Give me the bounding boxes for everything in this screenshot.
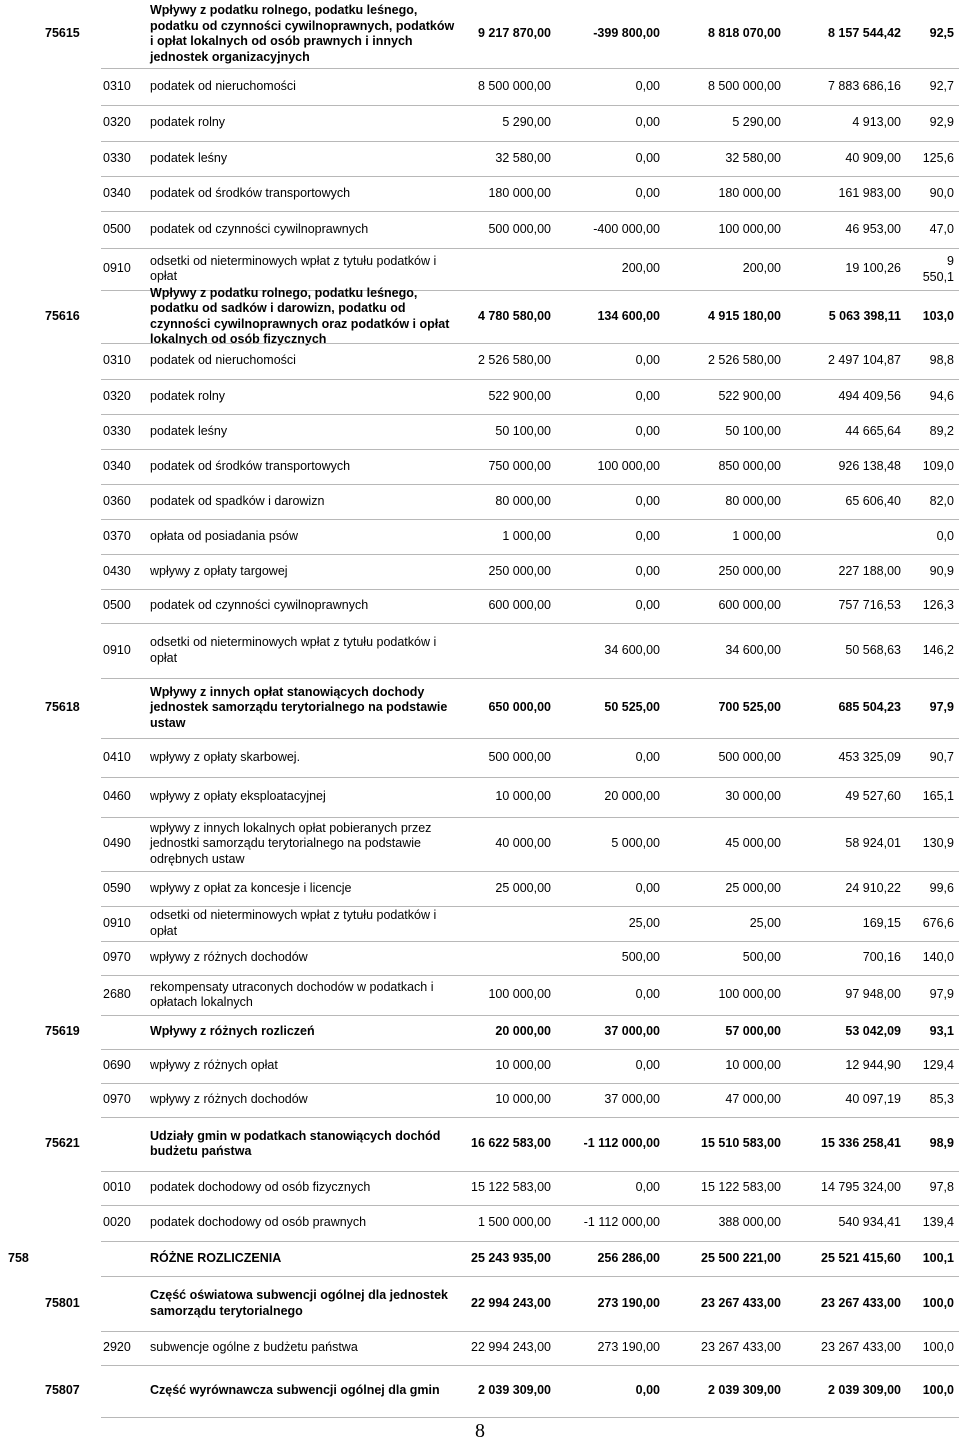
paragraph-code: 0500 — [103, 221, 131, 236]
row-description: podatek leśny — [150, 150, 228, 165]
paragraph-code: 0970 — [103, 1092, 131, 1106]
plan-after-change: 388 000,00 — [718, 1215, 781, 1229]
planned-value: 1 500 000,00 — [478, 1215, 551, 1229]
row-description: podatek rolny — [150, 115, 226, 130]
change-value: 0,00 — [635, 880, 660, 895]
paragraph-code: 0310 — [103, 78, 131, 93]
plan-after-change: 4 915 180,00 — [708, 308, 781, 323]
row-description: wpływy z innych lokalnych opłat pobieranych przez jednostki samorządu terytorialnego na podstawie odrębnych ustaw — [150, 820, 432, 866]
row-description: podatek leśny — [150, 423, 228, 438]
row-description: podatek dochodowy od osób prawnych — [150, 1215, 367, 1230]
plan-after-change: 8 818 070,00 — [708, 26, 781, 40]
change-value: 37 000,00 — [604, 1092, 660, 1106]
row-description: Część oświatowa subwencji ogólnej dla jednostek samorządu terytorialnego — [150, 1288, 448, 1318]
row-description: podatek od nieruchomości — [150, 353, 296, 368]
planned-value: 50 100,00 — [495, 423, 551, 438]
execution-percent: 100,0 — [922, 1295, 954, 1310]
execution-percent: 90,9 — [929, 563, 954, 578]
executed-value: 46 953,00 — [845, 221, 901, 236]
planned-value: 9 217 870,00 — [478, 26, 551, 40]
plan-after-change: 57 000,00 — [725, 1024, 781, 1038]
change-value: 200,00 — [621, 261, 660, 275]
plan-after-change: 100 000,00 — [718, 987, 781, 1001]
execution-percent: 89,2 — [929, 423, 954, 438]
executed-value: 540 934,41 — [838, 1215, 901, 1229]
change-value: 0,00 — [635, 493, 660, 508]
plan-after-change: 250 000,00 — [718, 563, 781, 578]
planned-value: 1 000,00 — [502, 528, 551, 543]
plan-after-change: 23 267 433,00 — [701, 1295, 781, 1310]
executed-value: 25 521 415,60 — [821, 1250, 901, 1265]
execution-percent: 99,6 — [929, 880, 954, 895]
planned-value: 16 622 583,00 — [471, 1136, 551, 1150]
executed-value: 700,16 — [862, 950, 901, 964]
row-description: wpływy z opłaty eksploatacyjnej — [150, 789, 326, 804]
executed-value: 14 795 324,00 — [821, 1180, 901, 1194]
plan-after-change: 700 525,00 — [718, 700, 781, 714]
executed-value: 8 157 544,42 — [828, 26, 901, 40]
executed-value: 926 138,48 — [838, 458, 901, 473]
row-description: podatek od spadków i darowizn — [150, 493, 325, 508]
chapter-code: 75618 — [45, 700, 80, 714]
change-value: 0,00 — [635, 1383, 660, 1397]
row-description: podatek od środków transportowych — [150, 458, 351, 473]
planned-value: 10 000,00 — [495, 789, 551, 803]
change-value: 100 000,00 — [597, 458, 660, 473]
execution-percent: 94,6 — [929, 388, 954, 403]
change-value: 20 000,00 — [604, 789, 660, 803]
planned-value: 22 994 243,00 — [471, 1295, 551, 1310]
change-value: 0,00 — [635, 388, 660, 403]
plan-after-change: 45 000,00 — [725, 836, 781, 850]
row-description: Wpływy z innych opłat stanowiących dochody jednostek samorządu terytorialnego na podstawie ustaw — [150, 684, 448, 730]
row-separator — [101, 1417, 959, 1418]
execution-percent: 0,0 — [936, 528, 954, 543]
plan-after-change: 500,00 — [742, 950, 781, 964]
change-value: -1 112 000,00 — [583, 1215, 660, 1229]
planned-value: 2 526 580,00 — [478, 353, 551, 367]
planned-value: 650 000,00 — [488, 700, 551, 714]
change-value: 0,00 — [635, 1058, 660, 1072]
change-value: 0,00 — [635, 987, 660, 1001]
planned-value: 80 000,00 — [495, 493, 551, 508]
row-description: Część wyrównawcza subwencji ogólnej dla gmin — [150, 1383, 440, 1398]
executed-value: 40 909,00 — [845, 150, 901, 165]
execution-percent: 109,0 — [922, 458, 954, 473]
executed-value: 12 944,90 — [845, 1058, 901, 1072]
page-number: 8 — [475, 1420, 485, 1442]
executed-value: 5 063 398,11 — [828, 308, 901, 323]
paragraph-code: 0690 — [103, 1058, 131, 1072]
paragraph-code: 0320 — [103, 388, 131, 403]
execution-percent: 146,2 — [922, 642, 954, 657]
paragraph-code: 2920 — [103, 1340, 131, 1354]
change-value: 273 190,00 — [597, 1295, 660, 1310]
execution-percent: 97,9 — [929, 700, 954, 714]
plan-after-change: 180 000,00 — [718, 185, 781, 200]
plan-after-change: 23 267 433,00 — [701, 1340, 781, 1354]
execution-percent: 165,1 — [922, 789, 954, 803]
execution-percent: 90,7 — [929, 749, 954, 764]
row-description: podatek od czynności cywilnoprawnych — [150, 221, 369, 236]
plan-after-change: 600 000,00 — [718, 598, 781, 612]
planned-value: 10 000,00 — [495, 1092, 551, 1106]
row-description: wpływy z różnych opłat — [150, 1058, 278, 1073]
execution-percent: 47,0 — [929, 221, 954, 236]
executed-value: 53 042,09 — [845, 1024, 901, 1038]
executed-value: 2 039 309,00 — [828, 1383, 901, 1397]
paragraph-code: 0460 — [103, 789, 131, 803]
execution-percent: 100,0 — [922, 1340, 954, 1354]
plan-after-change: 25,00 — [749, 915, 781, 930]
paragraph-code: 0360 — [103, 493, 131, 508]
planned-value: 8 500 000,00 — [478, 78, 551, 93]
change-value: 500,00 — [621, 950, 660, 964]
paragraph-code: 0310 — [103, 353, 131, 367]
execution-percent: 140,0 — [922, 950, 954, 964]
row-description: Wpływy z podatku rolnego, podatku leśnego, podatku od sadków i darowizn, podatku od czynności cywilnoprawnych oraz podatków i opłat lokalnych od osób fizycznych — [150, 285, 450, 346]
executed-value: 169,15 — [862, 915, 901, 930]
change-value: 34 600,00 — [604, 642, 660, 657]
paragraph-code: 2680 — [103, 987, 131, 1001]
planned-value: 32 580,00 — [495, 150, 551, 165]
change-value: 256 286,00 — [597, 1250, 660, 1265]
plan-after-change: 5 290,00 — [732, 115, 781, 129]
planned-value: 522 900,00 — [488, 388, 551, 403]
plan-after-change: 47 000,00 — [725, 1092, 781, 1106]
planned-value: 22 994 243,00 — [471, 1340, 551, 1354]
executed-value: 685 504,23 — [838, 700, 901, 714]
executed-value: 494 409,56 — [838, 388, 901, 403]
paragraph-code: 0010 — [103, 1180, 131, 1194]
paragraph-code: 0340 — [103, 185, 131, 200]
plan-after-change: 2 039 309,00 — [708, 1383, 781, 1397]
plan-after-change: 500 000,00 — [718, 749, 781, 764]
planned-value: 20 000,00 — [495, 1024, 551, 1038]
row-description: Wpływy z różnych rozliczeń — [150, 1024, 315, 1039]
paragraph-code: 0910 — [103, 642, 131, 657]
execution-percent: 82,0 — [929, 493, 954, 508]
plan-after-change: 80 000,00 — [725, 493, 781, 508]
chapter-code: 75621 — [45, 1136, 80, 1150]
planned-value: 600 000,00 — [488, 598, 551, 612]
paragraph-code: 0020 — [103, 1215, 131, 1229]
division-code: 758 — [8, 1250, 29, 1265]
planned-value: 500 000,00 — [488, 749, 551, 764]
row-description: opłata od posiadania psów — [150, 528, 299, 543]
execution-percent: 92,7 — [929, 78, 954, 93]
executed-value: 23 267 433,00 — [821, 1295, 901, 1310]
change-value: 50 525,00 — [604, 700, 660, 714]
chapter-code: 75616 — [45, 308, 80, 323]
change-value: 273 190,00 — [597, 1340, 660, 1354]
paragraph-code: 0500 — [103, 598, 131, 612]
executed-value: 58 924,01 — [845, 836, 901, 850]
plan-after-change: 15 510 583,00 — [701, 1136, 781, 1150]
execution-percent: 93,1 — [929, 1024, 954, 1038]
executed-value: 7 883 686,16 — [828, 78, 901, 93]
execution-percent: 90,0 — [929, 185, 954, 200]
change-value: 0,00 — [635, 78, 660, 93]
row-description: wpływy z opłat za koncesje i licencje — [150, 880, 352, 895]
execution-percent: 139,4 — [922, 1215, 954, 1229]
change-value: 134 600,00 — [597, 308, 660, 323]
execution-percent: 98,9 — [929, 1136, 954, 1150]
change-value: 5 000,00 — [611, 836, 660, 850]
planned-value: 2 039 309,00 — [478, 1383, 551, 1397]
change-value: 0,00 — [635, 423, 660, 438]
chapter-code: 75615 — [45, 26, 80, 40]
executed-value: 4 913,00 — [852, 115, 901, 129]
change-value: 0,00 — [635, 115, 660, 129]
execution-percent: 103,0 — [922, 308, 954, 323]
executed-value: 24 910,22 — [845, 880, 901, 895]
executed-value: 97 948,00 — [845, 987, 901, 1001]
plan-after-change: 8 500 000,00 — [708, 78, 781, 93]
plan-after-change: 2 526 580,00 — [708, 353, 781, 367]
change-value: 0,00 — [635, 150, 660, 165]
executed-value: 757 716,53 — [838, 598, 901, 612]
row-description: wpływy z różnych dochodów — [150, 1092, 308, 1107]
row-description: wpływy z opłaty skarbowej. — [150, 749, 301, 764]
executed-value: 49 527,60 — [845, 789, 901, 803]
change-value: -400 000,00 — [593, 221, 660, 236]
executed-value: 65 606,40 — [845, 493, 901, 508]
executed-value: 50 568,63 — [845, 642, 901, 657]
change-value: 0,00 — [635, 528, 660, 543]
row-description: subwencje ogólne z budżetu państwa — [150, 1340, 358, 1355]
planned-value: 40 000,00 — [495, 836, 551, 850]
planned-value: 4 780 580,00 — [478, 308, 551, 323]
execution-percent: 9 550,1 — [922, 254, 954, 284]
planned-value: 100 000,00 — [488, 987, 551, 1001]
plan-after-change: 30 000,00 — [725, 789, 781, 803]
execution-percent: 125,6 — [922, 150, 954, 165]
executed-value: 23 267 433,00 — [821, 1340, 901, 1354]
plan-after-change: 100 000,00 — [718, 221, 781, 236]
plan-after-change: 850 000,00 — [718, 458, 781, 473]
executed-value: 161 983,00 — [838, 185, 901, 200]
executed-value: 44 665,64 — [845, 423, 901, 438]
chapter-code: 75619 — [45, 1024, 80, 1038]
row-description: odsetki od nieterminowych wpłat z tytułu podatków i opłat — [150, 908, 437, 938]
paragraph-code: 0490 — [103, 836, 131, 850]
row-description: RÓŻNE ROZLICZENIA — [150, 1250, 282, 1265]
plan-after-change: 32 580,00 — [725, 150, 781, 165]
paragraph-code: 0590 — [103, 880, 131, 895]
planned-value: 5 290,00 — [502, 115, 551, 129]
plan-after-change: 25 500 221,00 — [701, 1250, 781, 1265]
chapter-code: 75801 — [45, 1295, 80, 1310]
planned-value: 250 000,00 — [488, 563, 551, 578]
change-value: 37 000,00 — [604, 1024, 660, 1038]
execution-percent: 85,3 — [929, 1092, 954, 1106]
planned-value: 180 000,00 — [488, 185, 551, 200]
paragraph-code: 0320 — [103, 115, 131, 129]
execution-percent: 97,8 — [929, 1180, 954, 1194]
execution-percent: 98,8 — [929, 353, 954, 367]
change-value: 0,00 — [635, 598, 660, 612]
plan-after-change: 25 000,00 — [725, 880, 781, 895]
row-description: odsetki od nieterminowych wpłat z tytułu podatków i opłat — [150, 253, 437, 283]
planned-value: 25 243 935,00 — [471, 1250, 551, 1265]
paragraph-code: 0340 — [103, 458, 131, 473]
paragraph-code: 0430 — [103, 563, 131, 578]
row-description: podatek od nieruchomości — [150, 78, 296, 93]
planned-value: 500 000,00 — [488, 221, 551, 236]
execution-percent: 130,9 — [922, 836, 954, 850]
execution-percent: 100,0 — [922, 1383, 954, 1397]
executed-value: 40 097,19 — [845, 1092, 901, 1106]
row-description: Wpływy z podatku rolnego, podatku leśnego, podatku od czynności cywilnoprawnych, podatków i opłat lokalnych od osób prawnych i innych jednostek organizacyjnych — [150, 3, 455, 64]
row-description: podatek od czynności cywilnoprawnych — [150, 598, 369, 613]
change-value: 0,00 — [635, 563, 660, 578]
plan-after-change: 1 000,00 — [732, 528, 781, 543]
change-value: -399 800,00 — [593, 26, 660, 40]
row-description: Udziały gmin w podatkach stanowiących dochód budżetu państwa — [150, 1128, 441, 1158]
execution-percent: 97,9 — [929, 987, 954, 1001]
plan-after-change: 50 100,00 — [725, 423, 781, 438]
paragraph-code: 0970 — [103, 950, 131, 964]
paragraph-code: 0330 — [103, 423, 131, 438]
row-description: wpływy z różnych dochodów — [150, 950, 308, 965]
planned-value: 10 000,00 — [495, 1058, 551, 1072]
execution-percent: 92,5 — [929, 26, 954, 40]
executed-value: 453 325,09 — [838, 749, 901, 764]
plan-after-change: 10 000,00 — [725, 1058, 781, 1072]
row-description: odsetki od nieterminowych wpłat z tytułu podatków i opłat — [150, 635, 437, 665]
change-value: 0,00 — [635, 353, 660, 367]
row-description: wpływy z opłaty targowej — [150, 563, 288, 578]
paragraph-code: 0410 — [103, 749, 131, 764]
planned-value: 750 000,00 — [488, 458, 551, 473]
paragraph-code: 0910 — [103, 915, 131, 930]
row-description: podatek rolny — [150, 388, 226, 403]
plan-after-change: 15 122 583,00 — [701, 1180, 781, 1194]
chapter-code: 75807 — [45, 1383, 80, 1397]
executed-value: 15 336 258,41 — [821, 1136, 901, 1150]
execution-percent: 676,6 — [922, 915, 954, 930]
executed-value: 2 497 104,87 — [828, 353, 901, 367]
change-value: 0,00 — [635, 749, 660, 764]
row-description: podatek od środków transportowych — [150, 185, 351, 200]
row-description: podatek dochodowy od osób fizycznych — [150, 1180, 371, 1195]
executed-value: 19 100,26 — [845, 261, 901, 275]
paragraph-code: 0330 — [103, 150, 131, 165]
plan-after-change: 522 900,00 — [718, 388, 781, 403]
planned-value: 15 122 583,00 — [471, 1180, 551, 1194]
execution-percent: 92,9 — [929, 115, 954, 129]
plan-after-change: 200,00 — [742, 261, 781, 275]
change-value: -1 112 000,00 — [583, 1136, 660, 1150]
executed-value: 227 188,00 — [838, 563, 901, 578]
plan-after-change: 34 600,00 — [725, 642, 781, 657]
paragraph-code: 0910 — [103, 261, 131, 275]
change-value: 25,00 — [628, 915, 660, 930]
row-description: rekompensaty utraconych dochodów w podatkach i opłatach lokalnych — [150, 979, 434, 1009]
execution-percent: 126,3 — [922, 598, 954, 612]
execution-percent: 129,4 — [922, 1058, 954, 1072]
change-value: 0,00 — [635, 1180, 660, 1194]
change-value: 0,00 — [635, 185, 660, 200]
paragraph-code: 0370 — [103, 528, 131, 543]
planned-value: 25 000,00 — [495, 880, 551, 895]
execution-percent: 100,1 — [922, 1250, 954, 1265]
